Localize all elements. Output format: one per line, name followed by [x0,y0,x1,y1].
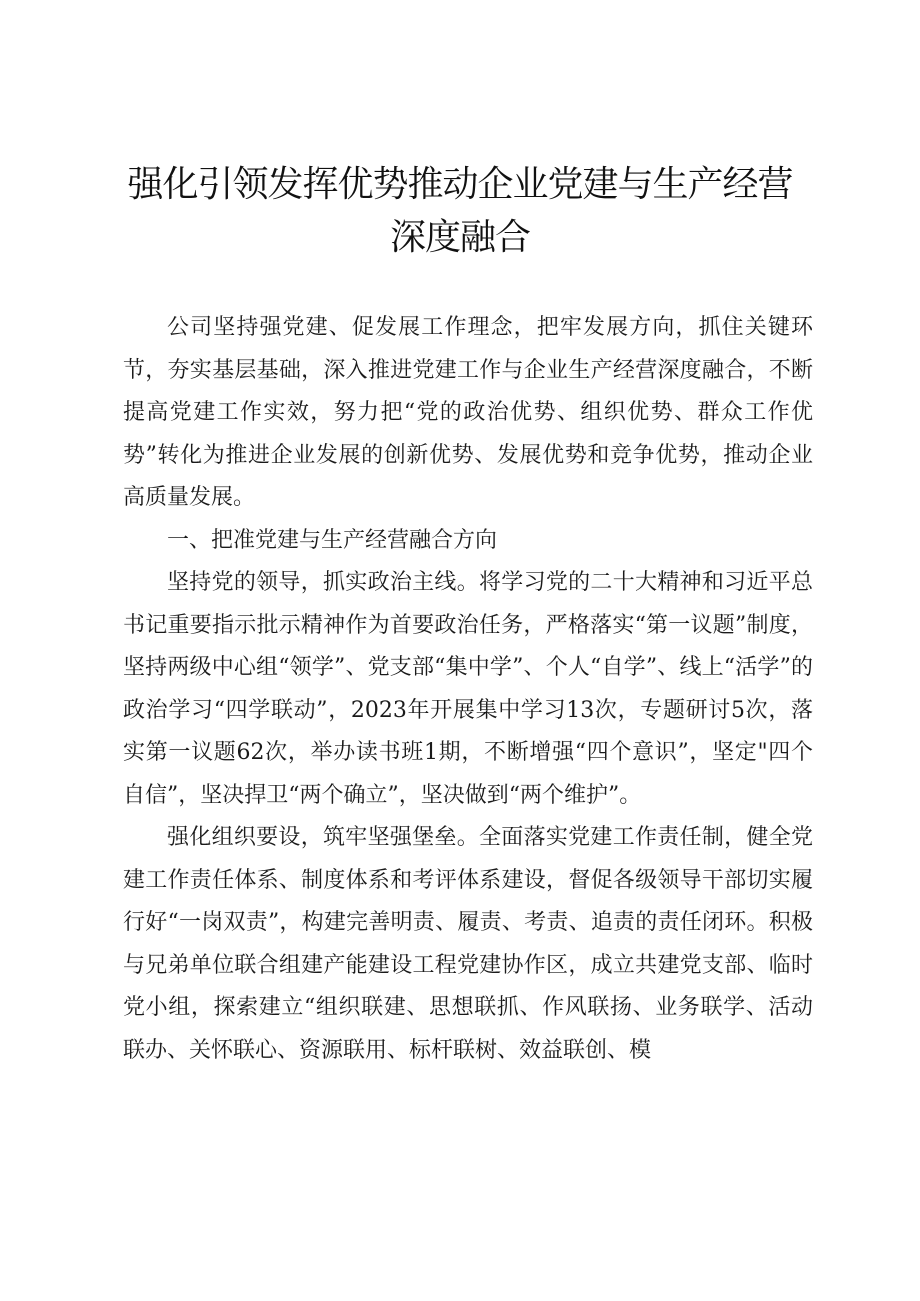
document-body [123,307,813,1072]
paragraph-intro: 公司坚持强党建、促发展工作理念，把牢发展方向，抓住关键环节，夯实基层基础，深入推进党建工作与企业生产经营深度融合，不断提高党建工作实效，努力把“党的政治优势、组织优势、群众工作优势”转化为推进企业发展的创新优势、发展优势和竞争优势，推动企业高质量发展。 [123,315,813,510]
section-heading-1: 一、把准党建与生产经营融合方向 [167,527,498,553]
document-title: 强化引领发挥优势推动企业党建与生产经营深度融合 [127,164,793,258]
paragraph-organization-building: 强化组织要设，筑牢坚强堡垒。全面落实党建工作责任制，健全党建工作责任体系、制度体系和考评体系建设，督促各级领导干部切实履行好“一岗双责”，构建完善明责、履责、考责、追责的责任闭环。积极与兄弟单位联合组建产能建设工程党建协作区，成立共建党支部、临时党小组，探索建立“组织联建、思想联抓、作风联扬、业务联学、活动联办、关怀联心、资源联用、标杆联树、效益联创、模 [123,825,813,1063]
paragraph-political-leadership: 坚持党的领导，抓实政治主线。将学习党的二十大精神和习近平总书记重要指示批示精神作为首要政治任务，严格落实“第一议题”制度，坚持两级中心组“领学”、党支部“集中学”、个人“自学”、线上“活学”的政治学习“四学联动”，2023年开展集中学习13次，专题研讨5次，落实第一议题62次，举办读书班1期，不断增强“四个意识”，坚定"四个自信”，坚决捍卫“两个确立”，坚决做到“两个维护”。 [123,570,813,808]
